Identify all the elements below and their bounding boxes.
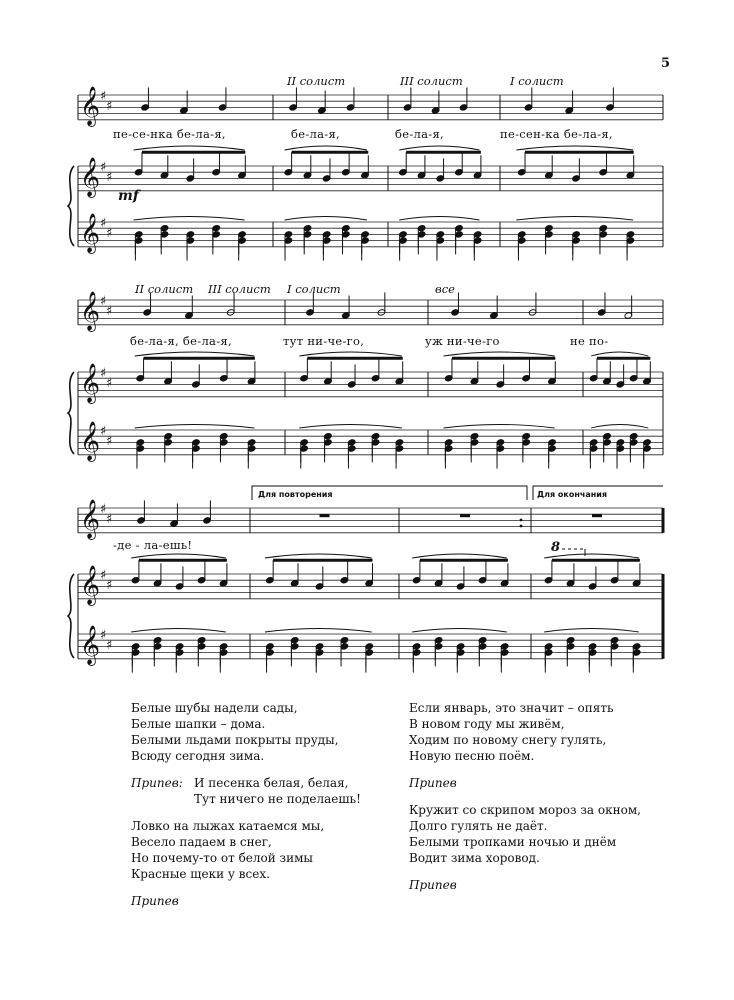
sharp-icon: ♯ xyxy=(100,294,107,309)
verse-line: И песенка белая, белая, xyxy=(194,776,349,790)
lyric-syllables: пе-се-нка бе-ла-я, xyxy=(113,127,226,141)
verse-line: Всюду сегодня зима. xyxy=(131,749,265,763)
refrain-label: Припев: xyxy=(131,776,183,790)
sharp-icon: ♯ xyxy=(100,424,107,439)
repeat-ending-label: Для повторения xyxy=(258,490,333,499)
lyric-syllables: бе-ла-я, xyxy=(291,127,340,141)
verse-line: Если январь, это значит – опять xyxy=(409,701,614,715)
piano-brace xyxy=(68,372,74,454)
verse-line: Но почему-то от белой зимы xyxy=(131,851,313,865)
slur xyxy=(265,629,372,633)
verse-stanza xyxy=(131,700,381,764)
slur xyxy=(399,217,479,221)
page-number: 5 xyxy=(661,56,671,71)
verse-line: Кружит со скрипом мороз за окном, xyxy=(409,803,641,817)
slur xyxy=(134,217,245,221)
repeat-dot xyxy=(520,519,523,522)
sharp-icon: ♯ xyxy=(100,628,107,643)
ottava-marking: 8 xyxy=(551,540,561,555)
lyric-syllables: не по- xyxy=(570,334,609,348)
soloist-label: III солист xyxy=(208,282,271,296)
slur xyxy=(544,629,639,633)
whole-rest xyxy=(320,514,330,517)
verse-column-right xyxy=(409,700,669,893)
sharp-icon: ♯ xyxy=(106,638,113,653)
verse-line: Тут ничего не поделаешь! xyxy=(194,792,361,806)
slur xyxy=(412,629,507,633)
slur xyxy=(134,146,245,150)
final-ending-label: Для окончания xyxy=(537,490,608,499)
verse-line: Долго гулять не даёт. xyxy=(409,819,548,833)
verse-line: Водит зима хоровод. xyxy=(409,851,540,865)
treble-clef-icon: 𝄞 xyxy=(80,213,101,253)
soloist-label: I солист xyxy=(287,282,341,296)
sharp-icon: ♯ xyxy=(106,99,113,114)
lyric-syllables: -де - ла-ешь! xyxy=(113,538,193,552)
slur xyxy=(516,146,633,150)
verse-line: Белыми тропками ночью и днём xyxy=(409,835,617,849)
treble-clef-icon: 𝄞 xyxy=(80,421,101,461)
slur xyxy=(591,352,648,356)
slur xyxy=(444,425,555,429)
lyric-syllables: бе-ла-я, бе-ла-я, xyxy=(130,334,232,348)
slur xyxy=(591,425,648,429)
whole-rest xyxy=(592,514,602,517)
slur xyxy=(299,352,401,356)
lyric-syllables: уж ни-че-го xyxy=(425,334,500,348)
sharp-icon: ♯ xyxy=(100,89,107,104)
piano-brace xyxy=(68,166,74,246)
treble-clef-icon: 𝄞 xyxy=(80,363,101,403)
sharp-icon: ♯ xyxy=(106,434,113,449)
treble-clef-icon: 𝄞 xyxy=(80,86,101,126)
verse-line: Весело падаем в снег, xyxy=(131,835,272,849)
sharp-icon: ♯ xyxy=(106,512,113,527)
sharp-icon: ♯ xyxy=(106,226,113,241)
slur xyxy=(285,217,367,221)
sharp-icon: ♯ xyxy=(100,568,107,583)
slur xyxy=(412,554,507,558)
verse-line: Белые шапки – дома. xyxy=(131,717,266,731)
slur xyxy=(265,554,372,558)
verse-stanza xyxy=(409,802,669,866)
repeat-dot xyxy=(520,525,523,528)
verse-stanza xyxy=(409,700,669,764)
slur xyxy=(285,146,367,150)
slur xyxy=(131,554,226,558)
verse-column-left xyxy=(131,700,381,909)
refrain-label: Припев xyxy=(131,894,179,908)
lyric-syllables: пе-сен-ка бе-ла-я, xyxy=(500,127,613,141)
whole-rest xyxy=(460,514,470,517)
sharp-icon: ♯ xyxy=(100,502,107,517)
slur xyxy=(444,352,555,356)
verse-line: Ловко на лыжах катаемся мы, xyxy=(131,819,325,833)
sharp-icon: ♯ xyxy=(106,304,113,319)
dynamic-marking: mf xyxy=(118,188,139,204)
treble-clef-icon: 𝄞 xyxy=(80,625,101,665)
treble-clef-icon: 𝄞 xyxy=(80,565,101,605)
verse-line: Белыми льдами покрыты пруды, xyxy=(131,733,339,747)
sharp-icon: ♯ xyxy=(100,366,107,381)
soloist-label: III солист xyxy=(400,74,463,88)
slur xyxy=(135,425,255,429)
slur xyxy=(299,425,401,429)
sharp-icon: ♯ xyxy=(100,160,107,175)
soloist-label: все xyxy=(435,282,455,296)
piano-brace xyxy=(68,574,74,658)
treble-clef-icon: 𝄞 xyxy=(80,291,101,331)
lyric-syllables: тут ни-че-го, xyxy=(283,334,365,348)
slur xyxy=(516,217,633,221)
slur xyxy=(399,146,479,150)
refrain-label: Припев xyxy=(409,776,457,790)
lyric-syllables: бе-ла-я, xyxy=(395,127,444,141)
verse-line: Новую песню поём. xyxy=(409,749,535,763)
sharp-icon: ♯ xyxy=(100,216,107,231)
treble-clef-icon: 𝄞 xyxy=(80,157,101,197)
slur xyxy=(131,629,226,633)
sharp-icon: ♯ xyxy=(106,578,113,593)
refrain-block xyxy=(131,775,381,807)
sharp-icon: ♯ xyxy=(106,170,113,185)
sharp-icon: ♯ xyxy=(106,376,113,391)
slur xyxy=(135,352,255,356)
verse-line: Красные щеки у всех. xyxy=(131,867,270,881)
refrain-label: Припев xyxy=(409,878,457,892)
verse-line: Ходим по новому снегу гулять, xyxy=(409,733,607,747)
soloist-label: II солист xyxy=(135,282,194,296)
soloist-label: I солист xyxy=(510,74,564,88)
soloist-label: II солист xyxy=(287,74,346,88)
verse-line: В новом году мы живём, xyxy=(409,717,565,731)
verse-line: Белые шубы надели сады, xyxy=(131,701,298,715)
treble-clef-icon: 𝄞 xyxy=(80,499,101,539)
verse-stanza xyxy=(131,818,381,882)
